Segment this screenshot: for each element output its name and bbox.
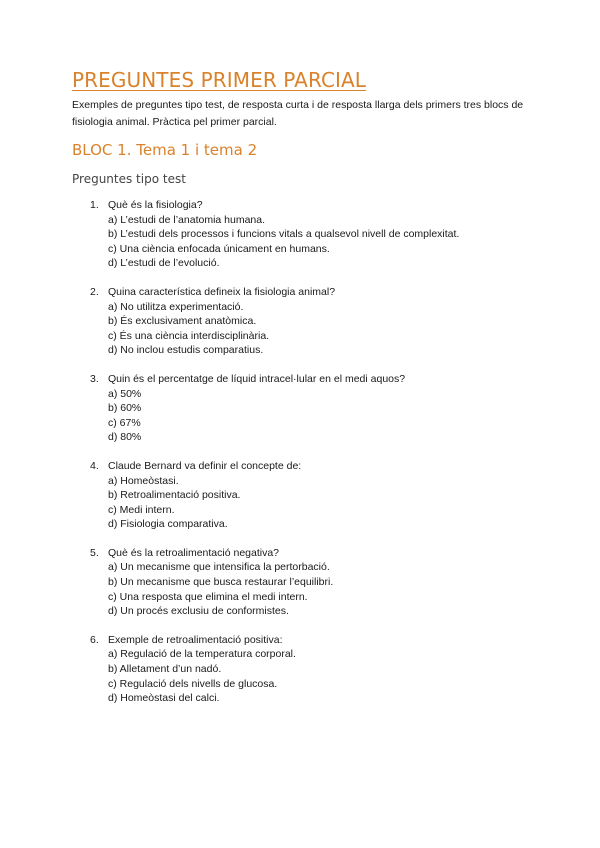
question-item xyxy=(90,372,530,445)
question-text: Quin és el percentatge de líquid intracel·lular en el medi aquos? xyxy=(108,372,406,385)
question-text: Quina característica defineix la fisiologia animal? xyxy=(108,285,336,298)
answer-option: d) L’estudi de l’evolució. xyxy=(108,257,220,270)
answer-options xyxy=(108,300,530,358)
question-number: 4. xyxy=(90,459,99,472)
answer-option: a) No utilitza experimentació. xyxy=(108,300,244,313)
answer-option: c) És una ciència interdisciplinària. xyxy=(108,329,270,342)
question-list xyxy=(90,198,530,720)
answer-option: a) Un mecanisme que intensifica la pertorbació. xyxy=(108,561,330,574)
answer-option: d) Homeòstasi del calci. xyxy=(108,692,220,705)
answer-options xyxy=(108,647,530,705)
answer-option: c) Medi intern. xyxy=(108,503,175,516)
answer-option: a) 50% xyxy=(108,387,142,400)
question-item xyxy=(90,459,530,532)
answer-options xyxy=(108,560,530,618)
answer-option: c) Regulació dels nivells de glucosa. xyxy=(108,677,278,690)
question-item xyxy=(90,285,530,358)
bloc-heading: BLOC 1. Tema 1 i tema 2 xyxy=(72,141,258,159)
answer-option: a) Homeòstasi. xyxy=(108,474,179,487)
question-text: Què és la retroalimentació negativa? xyxy=(108,546,280,559)
question-number: 1. xyxy=(90,199,99,211)
document-title: PREGUNTES PRIMER PARCIAL xyxy=(72,68,367,92)
answer-option: a) Regulació de la temperatura corporal. xyxy=(108,648,296,661)
question-number: 2. xyxy=(90,285,99,298)
answer-option: d) 80% xyxy=(108,431,142,444)
answer-option: d) Un procés exclusiu de conformistes. xyxy=(108,605,289,618)
answer-option: d) Fisiologia comparativa. xyxy=(108,518,228,531)
answer-option: c) 67% xyxy=(108,416,141,429)
answer-option: b) Retroalimentació positiva. xyxy=(108,489,241,502)
answer-option: c) Una resposta que elimina el medi intern. xyxy=(108,590,308,603)
section-subheading: Preguntes tipo test xyxy=(72,172,186,186)
answer-option: b) L’estudi dels processos i funcions vitals a qualsevol nivell de complexitat. xyxy=(108,228,460,241)
question-text: Què és la fisiologia? xyxy=(108,199,203,211)
question-item xyxy=(90,546,530,619)
question-text: Claude Bernard va definir el concepte de: xyxy=(108,459,302,472)
answer-option: b) 60% xyxy=(108,402,142,415)
question-item xyxy=(90,198,530,271)
answer-option: a) L’estudi de l’anatomia humana. xyxy=(108,213,266,226)
question-number: 3. xyxy=(90,372,99,385)
question-item xyxy=(90,633,530,706)
answer-option: d) No inclou estudis comparatius. xyxy=(108,344,264,357)
answer-option: b) És exclusivament anatòmica. xyxy=(108,315,257,328)
answer-option: b) Alletament d’un nadó. xyxy=(108,663,222,676)
answer-option: c) Una ciència enfocada únicament en humans. xyxy=(108,242,330,255)
answer-options xyxy=(108,474,530,532)
question-text: Exemple de retroalimentació positiva: xyxy=(108,633,283,646)
question-number: 6. xyxy=(90,633,99,646)
intro-paragraph: Exemples de preguntes tipo test, de resposta curta i de resposta llarga dels primers tres blocs de fisiologia animal. Pràctica pel primer parcial. xyxy=(72,99,524,128)
answer-options xyxy=(108,387,530,445)
answer-options xyxy=(108,213,530,271)
answer-option: b) Un mecanisme que busca restaurar l’equilibri. xyxy=(108,576,334,589)
question-number: 5. xyxy=(90,546,99,559)
